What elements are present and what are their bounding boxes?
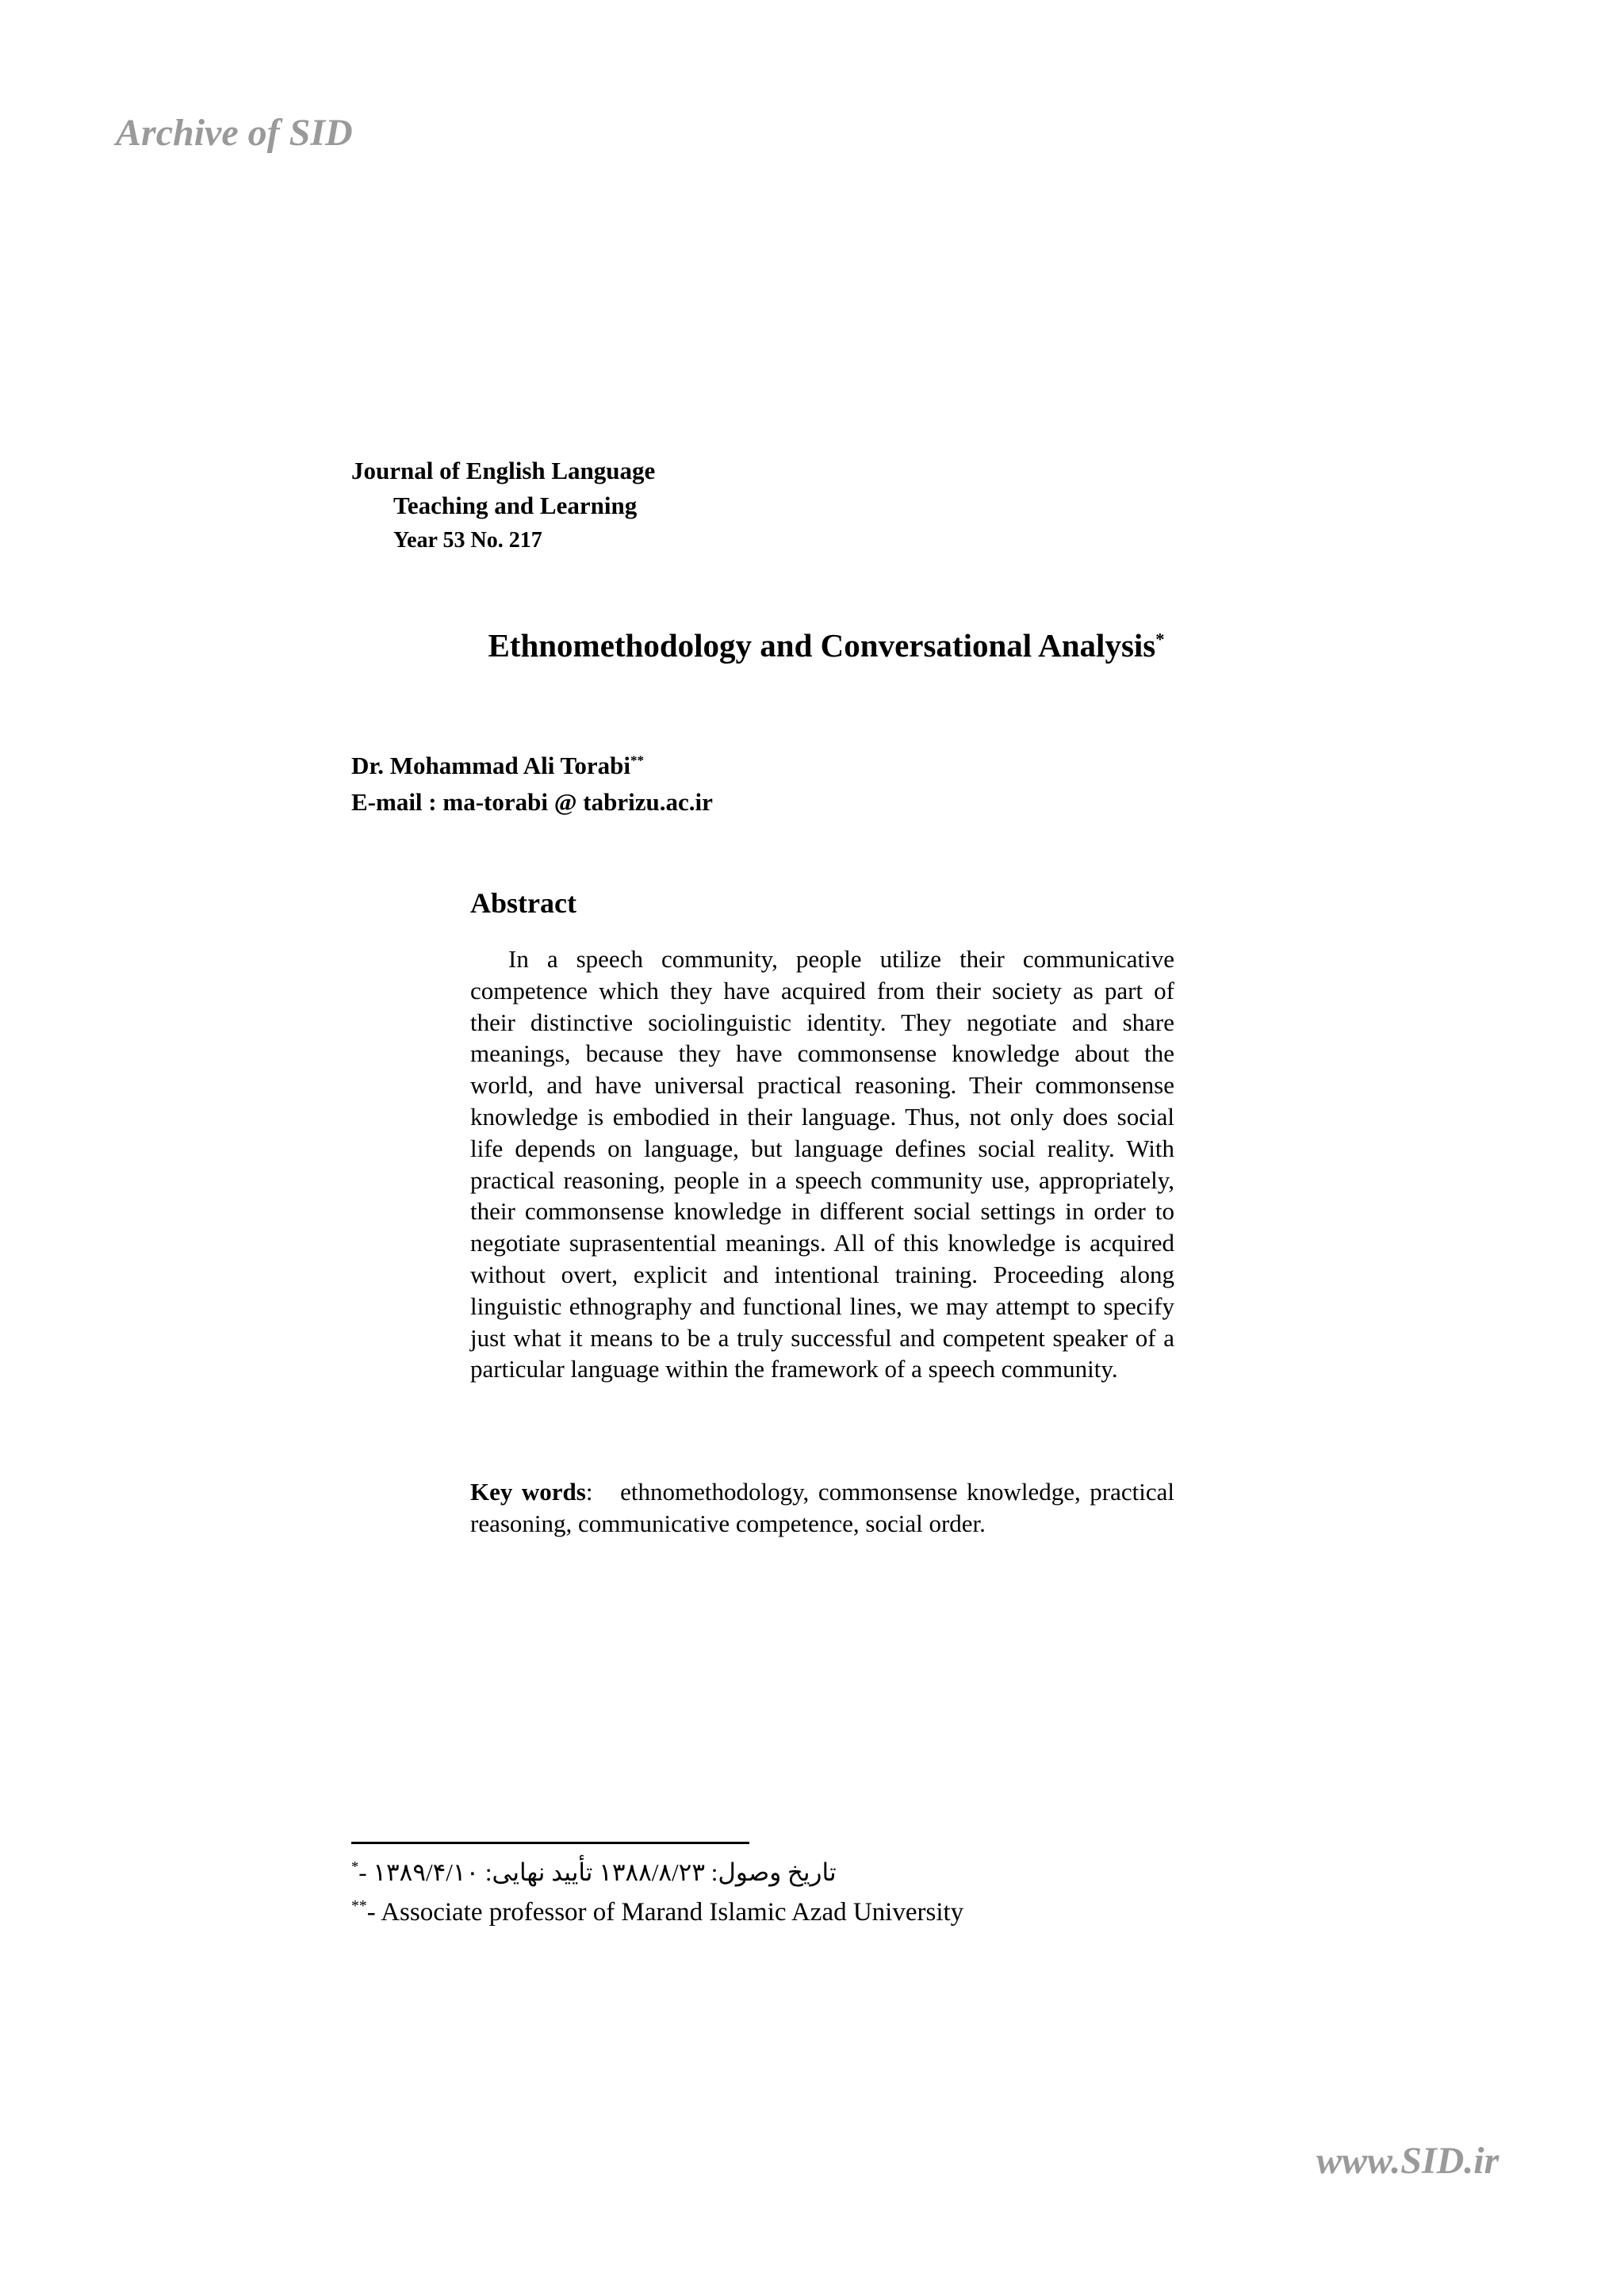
author-name (351, 752, 644, 780)
watermark-sid-url: www.SID.ir (1316, 2140, 1500, 2182)
author-name-text: Dr. Mohammad Ali Torabi (351, 752, 630, 779)
journal-subtitle: Teaching and Learning (393, 492, 638, 519)
title-footnote-mark: * (1155, 629, 1165, 649)
footnote-2-text: - Associate professor of Marand Islamic Azad University (366, 1898, 964, 1927)
journal-name: Journal of English Language (351, 457, 656, 484)
footnote-2 (351, 1898, 963, 1927)
paper-title-text: Ethnomethodology and Conversational Analysis (488, 627, 1156, 664)
abstract-heading: Abstract (470, 887, 576, 919)
footnote-1-text: تاریخ وصول: ۱۳۸۸/۸/۲۳ تأیید نهایی: ۱۳۸۹/۴/۱۰ - (358, 1858, 837, 1886)
watermark-archive-of-sid: Archive of SID (116, 112, 353, 154)
author-footnote-mark: ** (630, 752, 645, 768)
keywords-label: Key words (470, 1478, 586, 1506)
keywords-separator: : (585, 1478, 593, 1506)
author-email: E-mail : ma-torabi @ tabrizu.ac.ir (351, 788, 713, 816)
journal-issue: Year 53 No. 217 (393, 528, 542, 553)
keywords (470, 1476, 1174, 1540)
footnote-2-mark: ** (351, 1897, 367, 1915)
abstract-body: In a speech community, people utilize their communicative competence which they have acquired from their society as part of their distinctive sociolinguistic identity. They negotiate and share meanings, because they have commonsense knowledge about the world, and have universal practical reasoning. Their commonsense knowledge is embodied in their language. Thus, not only does social life depends on language, but language defines social reality. With practical reasoning, people in a speech community use, appropriately, their commonsense knowledge in different social settings in order to negotiate suprasentential meanings. All of this knowledge is acquired without overt, explicit and intentional training. Proceeding along linguistic ethnography and functional lines, we may attempt to specify just what it means to be a truly successful and competent speaker of a particular language within the framework of a speech community. (470, 945, 1174, 1383)
keywords-text: ethnomethodology, commonsense knowledge, practical reasoning, communicative competence, social order. (470, 1478, 1174, 1537)
footnote-1-mark: * (351, 1858, 359, 1876)
footnote-separator (351, 1842, 749, 1844)
paper-title (0, 626, 1624, 664)
footnote-1 (351, 1858, 837, 1887)
